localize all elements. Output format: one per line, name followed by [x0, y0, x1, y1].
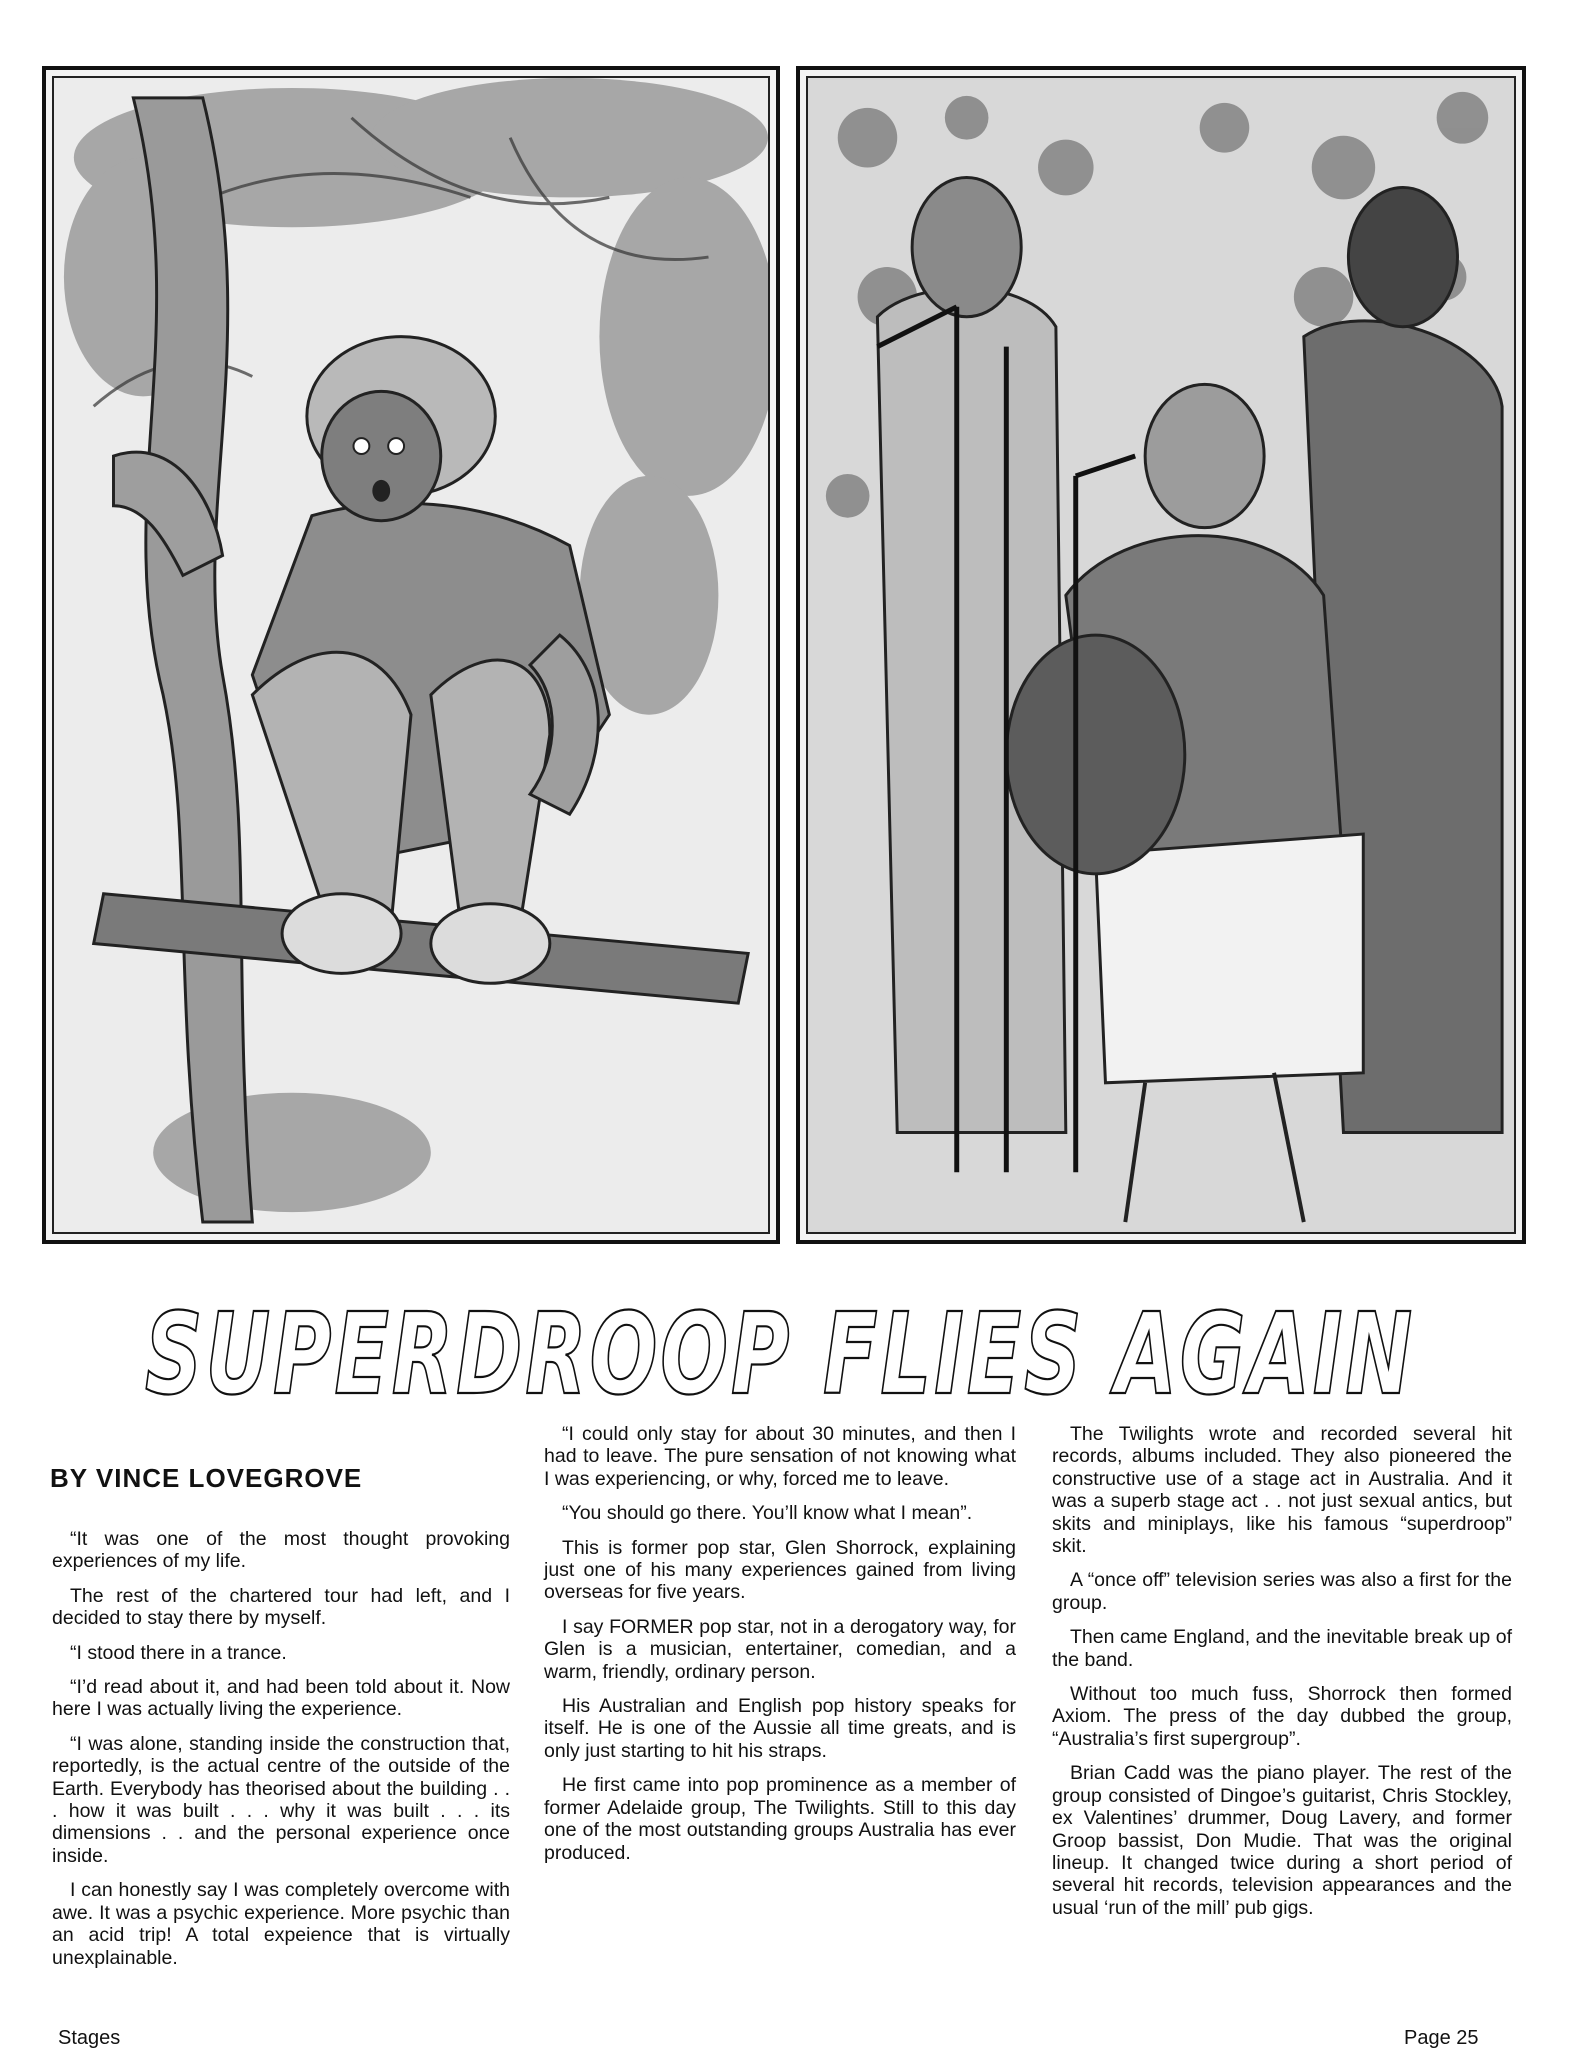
paragraph: “You should go there. You’ll know what I mean”.: [562, 1502, 973, 1525]
footer-publication-name: Stages: [58, 2027, 121, 2049]
paragraph: Brian Cadd was the piano player. The rest of the group consisted of Dingoe’s guitarist, Chris Stockley, ex Valentines’ drummer, Doug Lavery, and former Groop bassist, Don Mudie. That was the original lineup. It changed twice during a short period of several hit records, television appearances and the usual ‘run of the mill’ pub gigs.: [1052, 1762, 1512, 1919]
photo-band-performing: [796, 66, 1526, 1244]
paragraph: “I’d read about it, and had been told about it. Now here I was actually living the experience.: [52, 1676, 510, 1721]
photo-man-in-tree-image: [54, 78, 768, 1232]
paragraph: This is former pop star, Glen Shorrock, explaining just one of his many experiences gained from living overseas for five years.: [544, 1536, 1016, 1604]
photo-band-performing-image: [808, 78, 1514, 1232]
paragraph: The Twilights wrote and recorded several hit records, albums included. They also pioneered the constructive use of a stage act in Australia. And it was a superb stage act . . not just sexual antics, but skits and miniplays, like his famous “superdroop” skit.: [1052, 1423, 1512, 1558]
paragraph: “I could only stay for about 30 minutes, and then I had to leave. The pure sensation of not knowing what I was experiencing, or why, forced me to leave.: [544, 1423, 1016, 1490]
headline-text: SUPERDROOP FLIES AGAIN: [145, 1290, 1415, 1420]
article-column-2: [544, 1423, 1016, 1876]
paragraph: “I stood there in a trance.: [70, 1641, 287, 1664]
paragraph: Without too much fuss, Shorrock then formed Axiom. The press of the day dubbed the group, “Australia’s first supergroup”.: [1052, 1683, 1512, 1750]
paragraph: A “once off” television series was also a first for the group.: [1052, 1569, 1512, 1614]
paragraph: His Australian and English pop history speaks for itself. He is one of the Aussie all time greats, and is only just starting to hit his straps.: [544, 1695, 1016, 1762]
paragraph: He first came into pop prominence as a member of former Adelaide group, The Twilights. Still to this day one of the most outstanding groups Australia has ever produced.: [544, 1774, 1016, 1864]
paragraph: “I was alone, standing inside the construction that, reportedly, is the actual centre of the outside of the Earth. Everybody has theorised about the building . . . how it was built . . . why it was built . . . its dimensions . . and the personal experience once inside.: [52, 1732, 510, 1867]
byline: BY VINCE LOVEGROVE: [50, 1463, 363, 1493]
paragraph: “It was one of the most thought provoking experiences of my life.: [52, 1528, 510, 1573]
paragraph: The rest of the chartered tour had left, and I decided to stay there by myself.: [52, 1584, 510, 1630]
headline: [130, 1275, 1430, 1425]
footer-page-number: Page 25: [1404, 2027, 1479, 2049]
article-column-1: [52, 1528, 510, 1981]
paragraph: I say FORMER pop star, not in a derogatory way, for Glen is a musician, entertainer, comedian, and a warm, friendly, ordinary person.: [544, 1615, 1016, 1683]
paragraph: I can honestly say I was completely overcome with awe. It was a psychic experience. More psychic than an acid trip! A total expeience that is virtually unexplainable.: [52, 1879, 510, 1969]
photo-man-in-tree: [42, 66, 780, 1244]
article-column-3: [1052, 1423, 1512, 1931]
paragraph: Then came England, and the inevitable break up of the band.: [1052, 1626, 1512, 1671]
